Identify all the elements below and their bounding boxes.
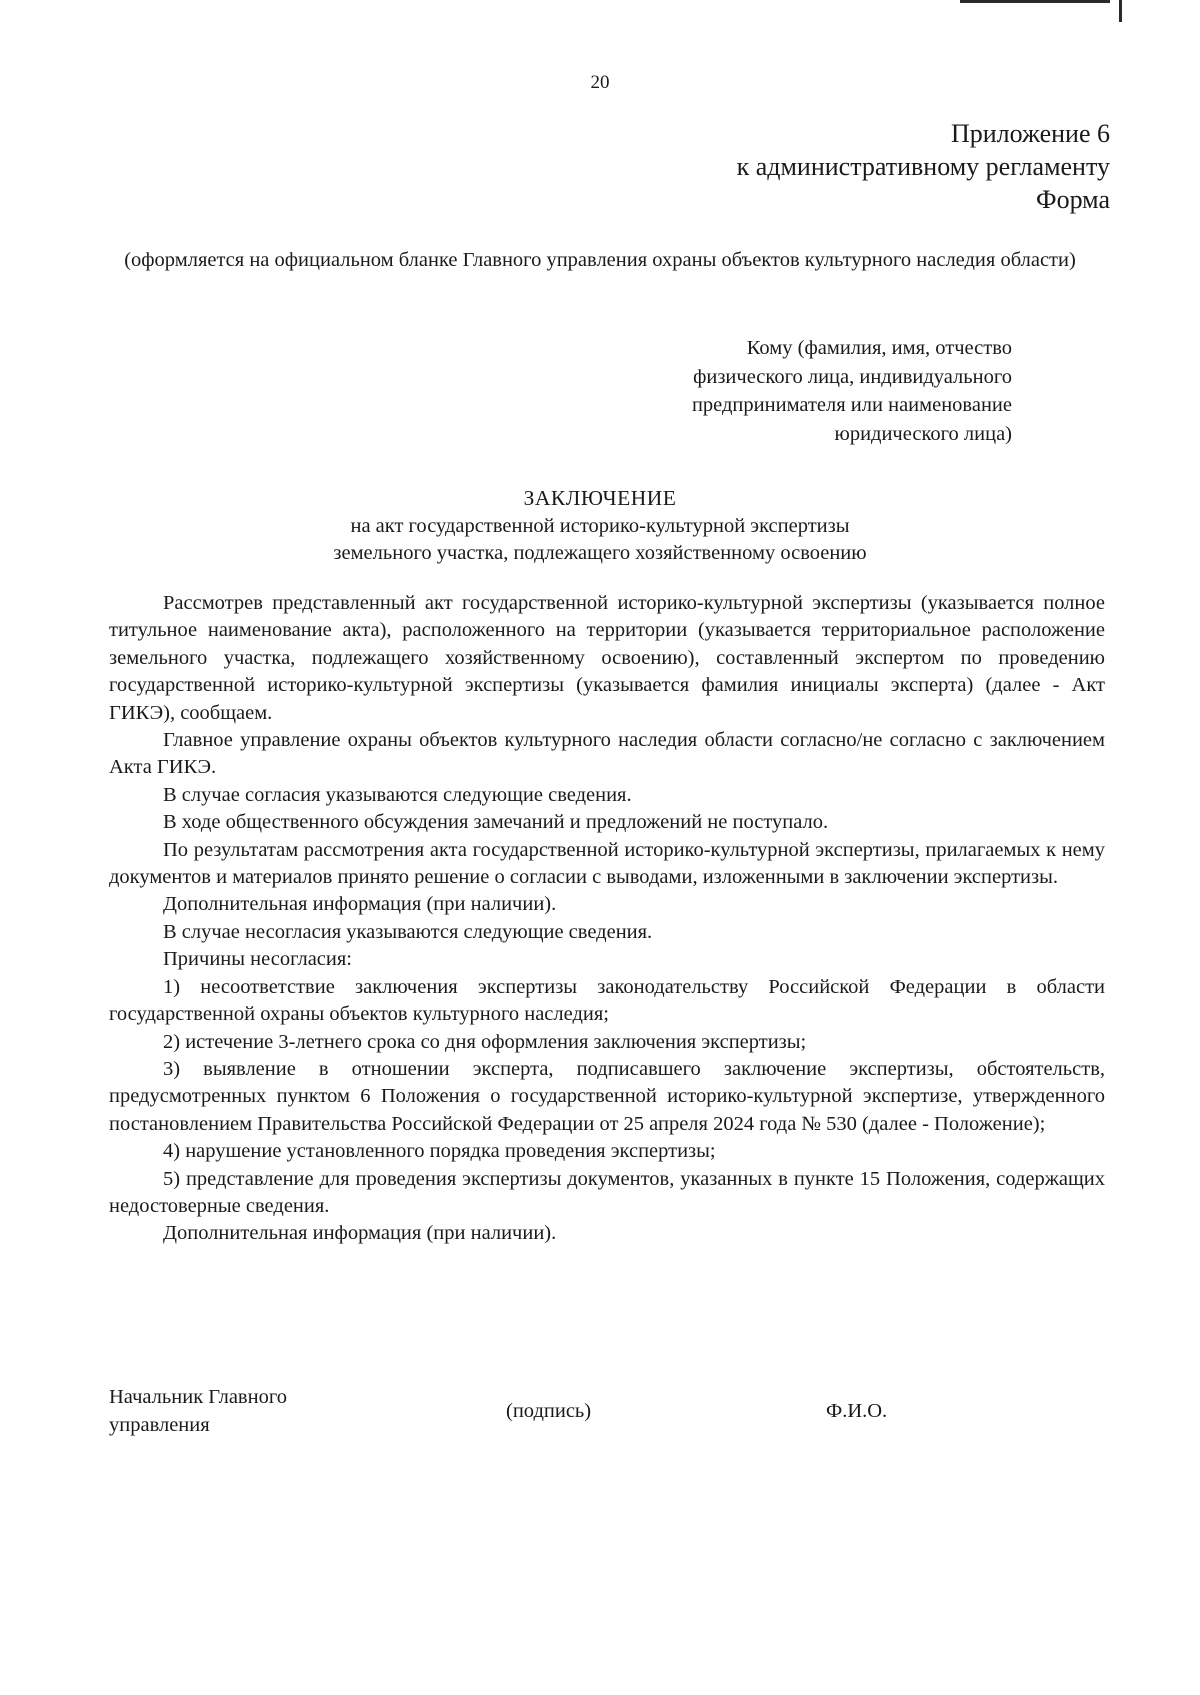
- body-paragraph: По результатам рассмотрения акта государственной историко-культурной экспертизы, прилагаемых к нему документов и материалов принято решение о согласии с выводами, изложенными в заключении экспертизы.: [109, 838, 1105, 889]
- signatory-role: Начальник Главного управления: [109, 1386, 287, 1436]
- appendix-line: Форма: [1036, 185, 1110, 214]
- addressee-line: физического лица, индивидуального: [693, 365, 1012, 388]
- signature-placeholder: (подпись): [506, 1400, 592, 1422]
- document-subtitle: земельного участка, подлежащего хозяйственному освоению: [333, 542, 867, 564]
- scan-edge-mark-vertical: [1119, 0, 1122, 22]
- body-paragraph: Рассмотрев представленный акт государственной историко-культурной экспертизы (указывается полное титульное наименование акта), расположенного на территории (указывается территориальное расположение земельного участка, подлежащего хозяйственному освоению), составленный экспертом по проведению государственной историко-культурной экспертизы (указывается фамилия инициалы эксперта) (далее - Акт ГИКЭ), сообщаем.: [109, 592, 1105, 724]
- body-paragraph: Дополнительная информация (при наличии).: [163, 1222, 557, 1245]
- body-paragraph: В случае согласия указываются следующие сведения.: [163, 783, 632, 806]
- list-item: 5) представление для проведения экспертизы документов, указанных в пункте 15 Положения, содержащих недостоверные сведения.: [109, 1167, 1105, 1217]
- body-paragraph: В ходе общественного обсуждения замечаний и предложений не поступало.: [163, 811, 829, 834]
- appendix-header: [737, 117, 1110, 216]
- body-paragraph: Дополнительная информация (при наличии).: [163, 893, 557, 916]
- list-item: 4) нарушение установленного порядка проведения экспертизы;: [163, 1140, 716, 1163]
- appendix-line: к административному регламенту: [736, 152, 1110, 181]
- appendix-line: Приложение 6: [950, 119, 1110, 148]
- addressee-line: Кому (фамилия, имя, отчество: [746, 337, 1012, 359]
- body-paragraph: Причины несогласия:: [163, 948, 352, 971]
- body-paragraph: В случае несогласия указываются следующие сведения.: [163, 920, 653, 943]
- body-paragraph: Главное управление охраны объектов культурного наследия области согласно/не согласно с заключением Акта ГИКЭ.: [109, 729, 1105, 779]
- scan-edge-mark: [960, 0, 1110, 3]
- blank-note: (оформляется на официальном бланке Главного управления охраны объектов культурного наследия области): [124, 249, 1076, 271]
- document-body: [109, 590, 1105, 1248]
- addressee-line: юридического лица): [834, 422, 1012, 445]
- list-item: 3) выявление в отношении эксперта, подписавшего заключение экспертизы, обстоятельств, предусмотренных пунктом 6 Положения о государственной историко-культурной экспертизе, утвержденного постановлением Правительства Российской Федерации от 25 апреля 2024 года № 530 (далее - Положение);: [109, 1057, 1105, 1135]
- document-title: ЗАКЛЮЧЕНИЕ: [523, 486, 677, 510]
- document-title-block: [0, 483, 1200, 567]
- addressee-block: [692, 334, 1012, 448]
- page-number: 20: [590, 72, 610, 93]
- list-item: 1) несоответствие заключения экспертизы законодательству Российской Федерации в области государственной охраны объектов культурного наследия;: [109, 975, 1105, 1026]
- document-subtitle: на акт государственной историко-культурной экспертизы: [350, 515, 850, 537]
- name-placeholder: Ф.И.О.: [826, 1400, 888, 1422]
- addressee-line: предпринимателя или наименование: [691, 394, 1012, 416]
- list-item: 2) истечение 3-летнего срока со дня оформления заключения экспертизы;: [163, 1030, 807, 1053]
